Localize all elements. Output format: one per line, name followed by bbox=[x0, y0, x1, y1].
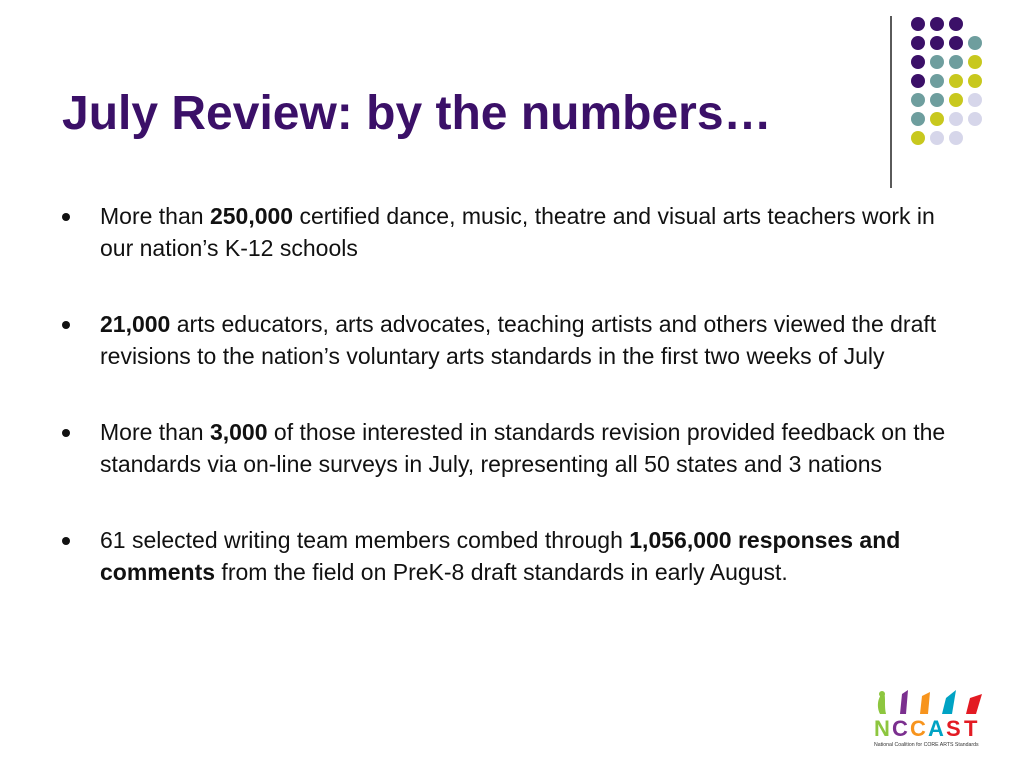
logo-letter-a: A bbox=[928, 716, 944, 741]
decorative-dot bbox=[968, 93, 982, 107]
bullet-item-1 bbox=[62, 200, 962, 264]
decorative-dot bbox=[930, 112, 944, 126]
decorative-dot bbox=[968, 36, 982, 50]
slide-title: July Review: by the numbers… bbox=[62, 87, 772, 140]
logo-figure-red bbox=[966, 694, 982, 714]
decorative-dot bbox=[949, 17, 963, 31]
logo-figure-orange bbox=[920, 692, 930, 714]
decorative-dot bbox=[911, 17, 925, 31]
bullet-item-2 bbox=[62, 308, 962, 372]
decorative-dot bbox=[930, 74, 944, 88]
decorative-dot bbox=[930, 36, 944, 50]
logo-figure-blue bbox=[942, 690, 956, 714]
bullet-suffix: certified dance, music, theatre and visual arts teachers work in our nation’s K-12 schools bbox=[100, 203, 935, 261]
bullet-dot-icon bbox=[62, 429, 70, 437]
bullet-item-3 bbox=[62, 416, 962, 480]
decorative-dot bbox=[911, 55, 925, 69]
logo-figure-head bbox=[879, 691, 885, 697]
logo-letter-c1: C bbox=[892, 716, 908, 741]
logo-figure-purple bbox=[900, 690, 908, 714]
decorative-dot bbox=[911, 74, 925, 88]
logo-letter-n: N bbox=[874, 716, 890, 741]
decorative-dot bbox=[930, 17, 944, 31]
decorative-dot bbox=[911, 36, 925, 50]
logo-letter-c2: C bbox=[910, 716, 926, 741]
decorative-dot bbox=[949, 36, 963, 50]
bullet-list bbox=[62, 200, 962, 632]
bullet-dot-icon bbox=[62, 537, 70, 545]
bullet-prefix: More than bbox=[100, 203, 210, 229]
decorative-dot bbox=[949, 93, 963, 107]
title-divider-line bbox=[890, 16, 892, 188]
decorative-dot bbox=[930, 131, 944, 145]
logo-tagline: National Coalition for CORE ARTS Standards bbox=[874, 742, 979, 748]
decorative-dot bbox=[949, 112, 963, 126]
logo-letter-s: S bbox=[946, 716, 961, 741]
decorative-dot bbox=[949, 55, 963, 69]
nccas-logo bbox=[872, 684, 990, 748]
bullet-prefix: More than bbox=[100, 419, 210, 445]
decorative-dot bbox=[930, 55, 944, 69]
bullet-item-4 bbox=[62, 524, 962, 588]
decorative-dot bbox=[930, 93, 944, 107]
bullet-prefix: 61 selected writing team members combed through bbox=[100, 527, 630, 553]
decorative-dot bbox=[949, 74, 963, 88]
bullet-dot-icon bbox=[62, 321, 70, 329]
bullet-suffix: of those interested in standards revision provided feedback on the standards via on-line surveys in July, representing all 50 states and 3 nations bbox=[100, 419, 946, 477]
bullet-highlight-number: 3,000 bbox=[209, 419, 268, 445]
decorative-dot bbox=[949, 131, 963, 145]
bullet-highlight-number: 250,000 bbox=[209, 203, 294, 229]
decorative-dot bbox=[911, 93, 925, 107]
bullet-highlight-number: 21,000 bbox=[100, 311, 171, 337]
bullet-suffix: from the field on PreK-8 draft standards in early August. bbox=[215, 559, 788, 585]
decorative-dot bbox=[968, 74, 982, 88]
decorative-dot bbox=[911, 112, 925, 126]
decorative-dot bbox=[968, 112, 982, 126]
bullet-highlight-number: 1,056,000 responses and comments bbox=[100, 527, 901, 585]
bullet-dot-icon bbox=[62, 213, 70, 221]
decorative-dot bbox=[968, 55, 982, 69]
bullet-suffix: arts educators, arts advocates, teaching artists and others viewed the draft revisions to the nation’s voluntary arts standards in the first two weeks of July bbox=[100, 311, 937, 369]
decorative-dot bbox=[911, 131, 925, 145]
logo-letter-t: T bbox=[964, 716, 978, 741]
